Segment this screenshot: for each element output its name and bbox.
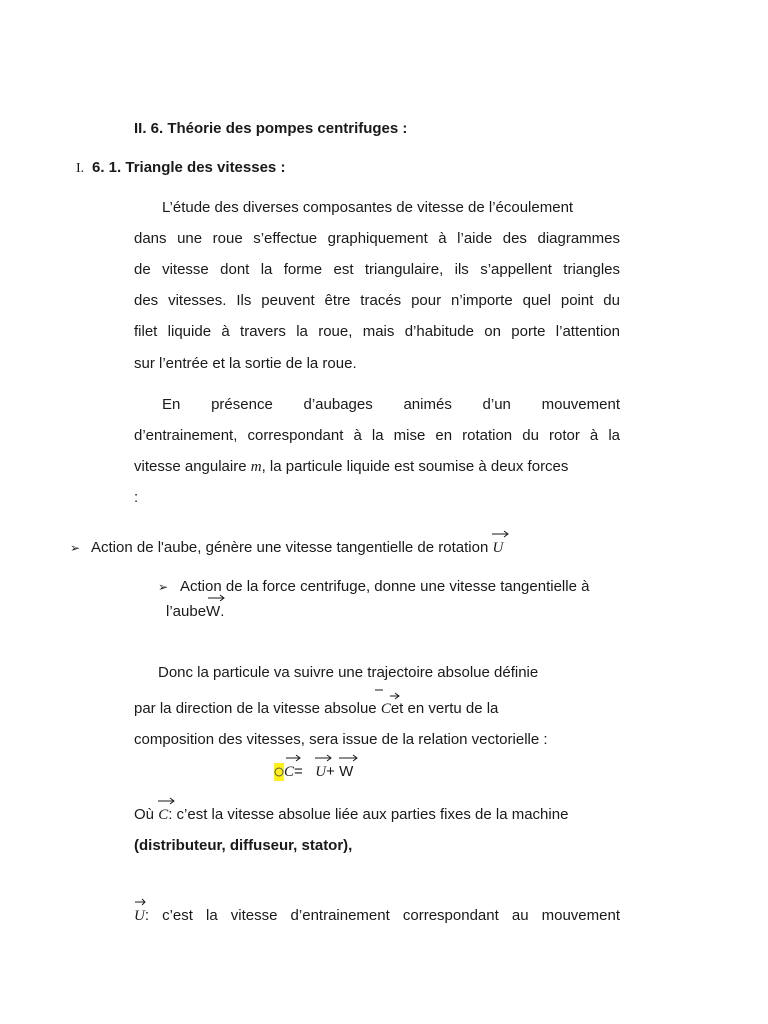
vector-u: U [315,762,326,782]
vector-arrow-icon [284,755,304,763]
omega-after: , la particule liquide est soumise à deux forces [261,458,569,475]
vector-u: U [134,906,145,926]
plus-sign: + [326,763,340,780]
paragraph3-text: et en vertu de la [390,700,499,717]
bullet-arrow-icon: ➢ [70,541,81,555]
vector-arrow-icon [492,531,512,539]
paragraph2-line: : [134,489,139,506]
paragraph1-line: des vitesses. Ils peuvent être tracés pour n’importe quel point du [134,292,620,309]
definition-text: : c’est la vitesse d’entrainement correspondant au mouvement [144,907,620,924]
definition-c-bold: (distributeur, diffuseur, stator), [134,837,353,854]
bullet-item-cont [166,602,224,622]
vector-arrow-icon [158,798,178,806]
bullet-item: Action de la force centrifuge, donne une vitesse tangentielle à [180,578,590,595]
vector-arrow-icon [339,755,359,763]
section-title: II. 6. Théorie des pompes centrifuges : [134,120,408,137]
paragraph1-line: de vitesse dont la forme est triangulaire, ils s’appellent triangles [134,261,620,278]
paragraph2-line-omega [134,457,568,477]
paragraph2-line: En présence d’aubages animés d’un mouvement [162,396,620,413]
definition-prefix: Où [134,806,159,823]
vector-c: C [158,805,168,825]
vector-w: W [339,762,353,782]
bullet-text: Action de l'aube, génère une vitesse tangentielle de rotation [91,539,493,556]
definition-text: : c’est la vitesse absolue liée aux parties fixes de la machine [168,806,569,823]
paragraph1-line: L’étude des diverses composantes de vitesse de l’écoulement [162,199,574,216]
paragraph1-line: dans une roue s’effectue graphiquement à l’aide des diagrammes [134,230,620,247]
vector-c: C [381,699,391,719]
vector-u: U [492,538,503,558]
paragraph3-line: Donc la particule va suivre une trajectoire absolue définie [158,664,539,681]
anchor-marker-icon [274,763,284,781]
bullet-item [91,538,503,558]
omega-symbol: m [250,459,262,475]
vector-arrow-icon [134,899,148,907]
vector-equation [274,762,353,782]
paragraph3-line: composition des vitesses, sera issue de la relation vectorielle : [134,731,548,748]
paragraph3-line-vector [134,699,498,719]
vector-arrow-icon [206,595,226,603]
bullet-arrow-icon: ➢ [158,580,169,594]
definition-c [134,805,568,825]
subsection-title: 6. 1. Triangle des vitesses : [92,159,286,176]
paragraph1-line: sur l’entrée et la sortie de la roue. [134,355,357,372]
definition-u [134,906,620,926]
equals-sign: = [294,763,307,780]
vector-w: W [206,602,220,622]
vector-c: C [284,762,294,782]
paragraph3-text: par la direction de la vitesse absolue [134,700,381,717]
omega-before: vitesse angulaire [134,458,251,475]
vector-arrow-icon [315,755,335,763]
paragraph1-line: filet liquide à travers la roue, mais d’habitude on porte l’attention [134,323,620,340]
bullet-text: l’aube [166,603,207,620]
subsection-numeral: I. [76,161,85,176]
vector-arrow-icon [381,692,403,702]
paragraph2-line: d’entrainement, correspondant à la mise en rotation du rotor à la [134,427,620,444]
bullet-suffix: . [220,603,225,620]
